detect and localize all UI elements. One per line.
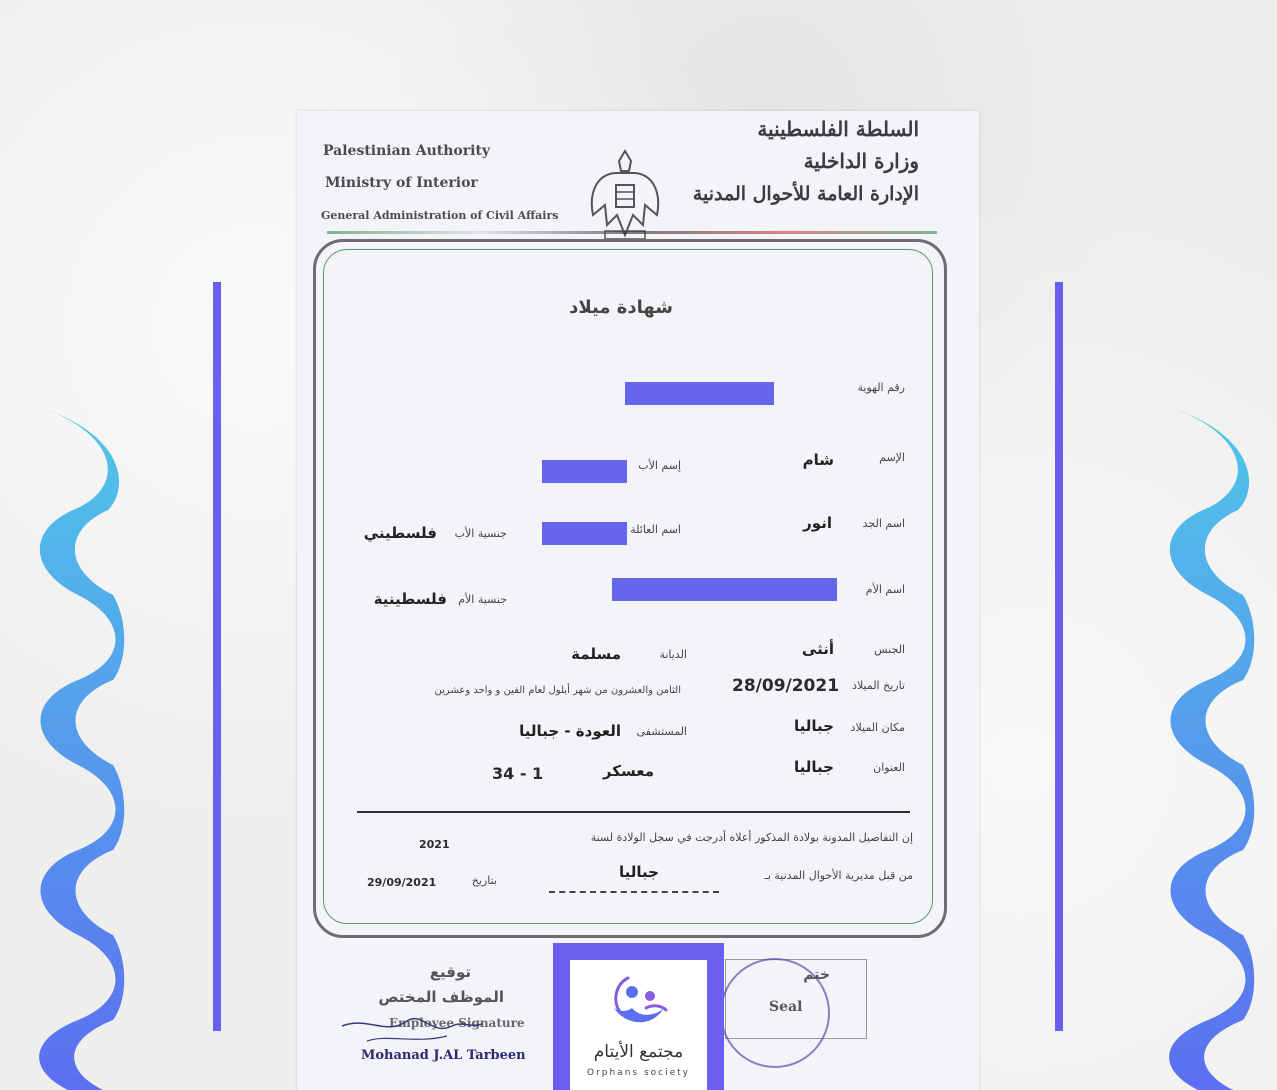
religion-label: الديانة xyxy=(659,648,687,661)
religion-value: مسلمة xyxy=(571,645,621,663)
seal-en-label: Seal xyxy=(769,999,803,1015)
registration-text: إن التفاصيل المدونة بولادة المذكور أعلاه أدرجت في سجل الولادة لسنة xyxy=(590,831,913,844)
employee-name: Mohanad J.AL Tarbeen xyxy=(361,1048,526,1063)
sex-label: الجنس xyxy=(874,643,905,656)
seal-ar-label: ختم xyxy=(803,967,830,983)
signature-ar-employee: الموظف المختص xyxy=(378,988,504,1006)
registration-year: 2021 xyxy=(419,838,450,851)
header-ar-administration: الإدارة العامة للأحوال المدنية xyxy=(692,183,919,205)
handwritten-signature xyxy=(337,1006,487,1051)
left-accent-bar xyxy=(213,282,221,1031)
mother-nationality-label: جنسية الأم xyxy=(458,593,507,606)
name-label: الإسم xyxy=(879,451,905,464)
header-en-authority: Palestinian Authority xyxy=(323,143,491,159)
hospital-value: العودة - جباليا xyxy=(519,722,621,740)
mother-label: اسم الأم xyxy=(865,583,905,596)
sex-value: أنثى xyxy=(801,640,834,658)
mother-nationality-value: فلسطينية xyxy=(373,590,447,608)
block-value: 34 - 1 xyxy=(492,764,544,783)
eagle-emblem-icon xyxy=(585,145,665,245)
mother-redaction xyxy=(612,578,837,601)
id-redaction xyxy=(625,382,774,405)
birth-place-value: جباليا xyxy=(794,717,834,735)
header-en-ministry: Ministry of Interior xyxy=(325,175,478,191)
directorate-text: من قبل مديرية الأحوال المدنية بـ xyxy=(764,869,913,882)
orphans-society-logo-icon xyxy=(606,968,672,1034)
official-stamp xyxy=(720,958,830,1068)
issue-date-value: 29/09/2021 xyxy=(367,876,437,889)
orphans-society-name-ar: مجتمع الأيتام xyxy=(593,1042,684,1062)
father-nationality-label: جنسية الأب xyxy=(454,527,507,540)
signature-ar-label: توقيع xyxy=(429,963,471,981)
id-label: رقم الهوية xyxy=(857,381,905,394)
right-wave-decoration xyxy=(1158,410,1258,1090)
orphans-society-logo xyxy=(553,943,724,1090)
directorate-value: جباليا xyxy=(619,863,659,881)
address-label: العنوان xyxy=(873,761,905,774)
family-label: اسم العائلة xyxy=(630,523,681,536)
left-wave-decoration xyxy=(28,410,128,1090)
grandfather-label: اسم الجد xyxy=(862,517,905,530)
grandfather-value: انور xyxy=(803,514,832,532)
issue-date-label: بتاريخ xyxy=(471,874,497,887)
divider-line xyxy=(357,811,910,813)
orphans-society-name-en: Orphans society xyxy=(586,1068,690,1078)
family-redaction xyxy=(542,522,627,545)
hospital-label: المستشفى xyxy=(636,725,687,738)
address-value: جباليا xyxy=(794,758,834,776)
directorate-dash-line xyxy=(549,891,719,893)
birth-date-words: الثامن والعشرون من شهر أيلول لعام الفين و واحد وعشرين xyxy=(434,685,681,696)
camp-value: معسكر xyxy=(602,762,654,780)
signature-en-employee: Employee Signature xyxy=(389,1016,525,1030)
birth-date-value: 28/09/2021 xyxy=(732,676,840,696)
right-accent-bar xyxy=(1055,282,1063,1031)
header-ar-ministry: وزارة الداخلية xyxy=(803,149,919,173)
header-en-administration: General Administration of Civil Affairs xyxy=(321,209,559,222)
name-value: شام xyxy=(802,451,834,469)
header-stripe xyxy=(327,231,937,234)
birth-date-label: تاريخ الميلاد xyxy=(852,679,905,692)
header-ar-authority: السلطة الفلسطينية xyxy=(757,117,919,141)
certificate-title: شهادة ميلاد xyxy=(569,297,673,318)
father-nationality-value: فلسطيني xyxy=(363,524,437,542)
father-redaction xyxy=(542,460,627,483)
birth-place-label: مكان الميلاد xyxy=(850,721,905,734)
father-label: إسم الأب xyxy=(638,459,681,472)
